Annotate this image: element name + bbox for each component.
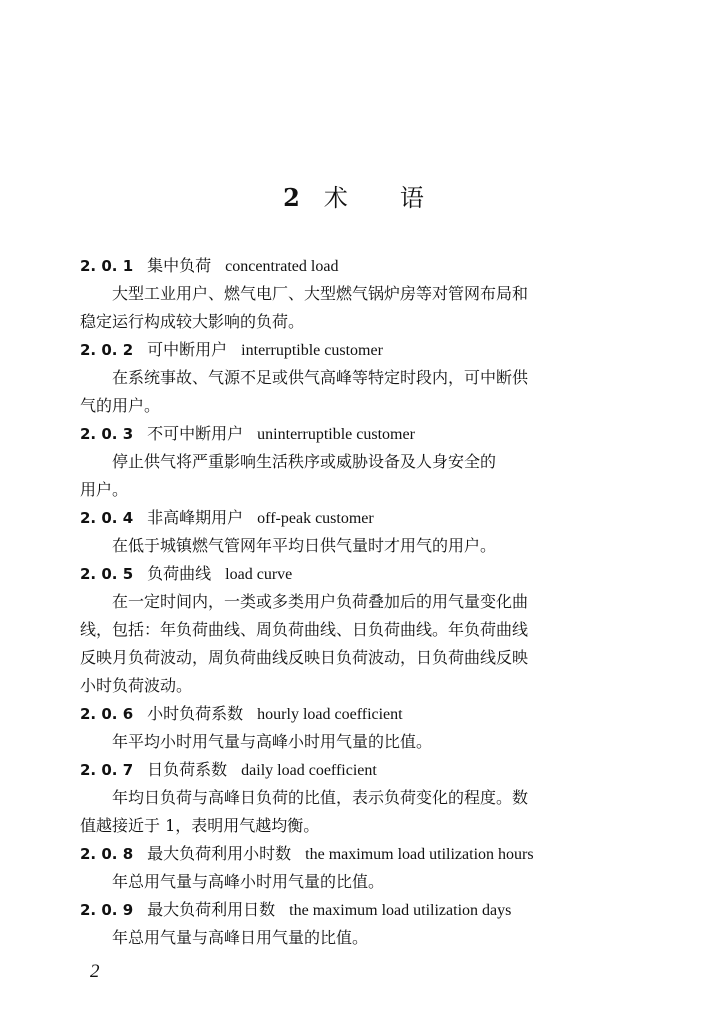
terms-list [80,252,626,952]
term-definition [80,532,626,560]
definition-line: 年均日负荷与高峰日负荷的比值，表示负荷变化的程度。数 [112,788,529,807]
term-heading [80,560,626,588]
term-heading [80,504,626,532]
term-heading [80,336,626,364]
definition-line: 停止供气将严重影响生活秩序或威胁设备及人身安全的 [112,452,497,471]
term-number: 2. 0. 4 [80,509,134,527]
term-number: 2. 0. 9 [80,901,134,919]
term-chinese: 不可中断用户 [147,424,244,443]
term-english: daily load coefficient [241,762,377,779]
term-english: off-peak customer [257,510,374,527]
definition-line: 年总用气量与高峰日用气量的比值。 [112,928,369,947]
term-chinese: 最大负荷利用小时数 [147,844,292,863]
term-chinese: 负荷曲线 [147,564,212,583]
term-heading [80,700,626,728]
term-chinese: 可中断用户 [147,340,228,359]
term-english: the maximum load utilization hours [305,846,534,863]
term-definition [80,728,626,756]
term-chinese: 最大负荷利用日数 [147,900,276,919]
term-heading [80,420,626,448]
term-entry [80,504,626,560]
term-english: uninterruptible customer [257,426,415,443]
term-number: 2. 0. 7 [80,761,134,779]
term-definition [80,588,626,700]
term-entry [80,560,626,700]
term-entry [80,700,626,756]
definition-line: 值越接近于 1，表明用气越均衡。 [80,816,320,835]
definition-line: 稳定运行构成较大影响的负荷。 [80,312,305,331]
chapter-title [0,178,707,213]
definition-line: 气的用户。 [80,396,161,415]
term-definition [80,924,626,952]
term-number: 2. 0. 3 [80,425,134,443]
definition-line: 年总用气量与高峰小时用气量的比值。 [112,872,385,891]
term-heading [80,756,626,784]
term-chinese: 小时负荷系数 [147,704,244,723]
term-number: 2. 0. 2 [80,341,134,359]
term-number: 2. 0. 8 [80,845,134,863]
term-entry [80,252,626,336]
term-english: hourly load coefficient [257,706,403,723]
term-definition [80,784,626,840]
term-chinese: 集中负荷 [147,256,212,275]
definition-line: 年平均小时用气量与高峰小时用气量的比值。 [112,732,433,751]
definition-line: 小时负荷波动。 [80,676,193,695]
page-number: 2 [90,961,100,982]
term-entry [80,336,626,420]
term-english: the maximum load utilization days [289,902,512,919]
term-heading [80,840,626,868]
term-english: interruptible customer [241,342,383,359]
term-chinese: 非高峰期用户 [147,508,244,527]
definition-line: 在低于城镇燃气管网年平均日供气量时才用气的用户。 [112,536,497,555]
definition-line: 用户。 [80,480,129,499]
definition-line: 线，包括：年负荷曲线、周负荷曲线、日负荷曲线。年负荷曲线 [80,620,529,639]
chapter-title-char: 语 [399,184,424,212]
term-definition [80,448,626,504]
definition-line: 大型工业用户、燃气电厂、大型燃气锅炉房等对管网布局和 [112,284,529,303]
term-chinese: 日负荷系数 [147,760,228,779]
chapter-title-char: 术 [323,184,348,212]
term-number: 2. 0. 1 [80,257,134,275]
term-definition [80,868,626,896]
term-entry [80,756,626,840]
term-english: load curve [225,566,293,583]
definition-line: 在系统事故、气源不足或供气高峰等特定时段内，可中断供 [112,368,529,387]
term-entry [80,840,626,896]
term-entry [80,896,626,952]
term-definition [80,280,626,336]
term-number: 2. 0. 6 [80,705,134,723]
definition-line: 反映月负荷波动，周负荷曲线反映日负荷波动，日负荷曲线反映 [80,648,529,667]
term-heading [80,896,626,924]
term-heading [80,252,626,280]
term-definition [80,364,626,420]
term-entry [80,420,626,504]
term-english: concentrated load [225,258,339,275]
definition-line: 在一定时间内，一类或多类用户负荷叠加后的用气量变化曲 [112,592,529,611]
chapter-number: 2 [283,183,300,212]
term-number: 2. 0. 5 [80,565,134,583]
